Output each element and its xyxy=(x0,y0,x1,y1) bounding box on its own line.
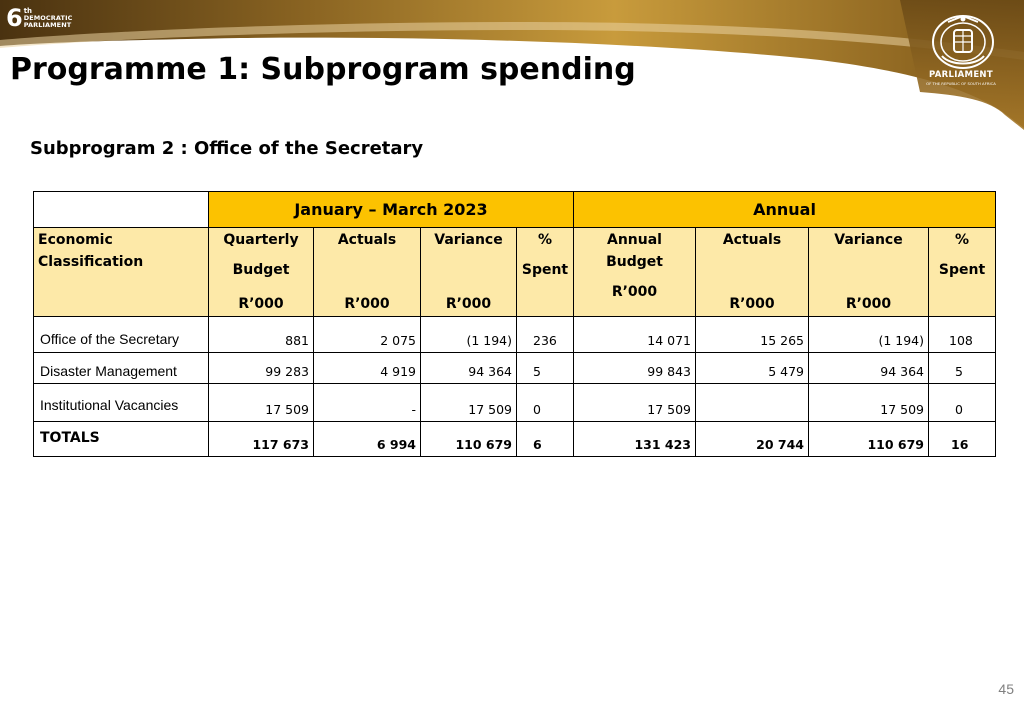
quarterly-pct-line-1: % xyxy=(537,232,553,248)
column-header-annual-budget xyxy=(574,228,696,317)
quarterly-actuals-unit: R’000 xyxy=(344,296,390,312)
parliament-subtext: OF THE REPUBLIC OF SOUTH AFRICA xyxy=(926,81,996,86)
column-header-annual-pct-spent xyxy=(929,228,996,317)
table-row-disaster-management xyxy=(34,353,996,384)
row-label: Office of the Secretary xyxy=(34,317,209,353)
annual-actuals-label: Actuals xyxy=(722,232,782,248)
group-header-annual: Annual xyxy=(574,192,996,228)
total-quarterly-pct-spent: 6 xyxy=(517,422,574,457)
column-header-quarterly-budget xyxy=(209,228,314,317)
annual-pct-line-1: % xyxy=(955,232,970,248)
column-header-quarterly-actuals xyxy=(314,228,421,317)
column-header-annual-variance xyxy=(809,228,929,317)
empty-corner-cell xyxy=(34,192,209,228)
cell-annual-budget: 14 071 xyxy=(574,317,696,353)
logo-line-2: PARLIAMENT xyxy=(23,20,72,29)
total-annual-pct-spent: 16 xyxy=(929,422,996,457)
quarterly-budget-line-1: Quarterly xyxy=(223,232,299,248)
classification-line-1: Economic xyxy=(38,232,113,248)
cell-quarterly-pct-spent: 0 xyxy=(517,384,574,422)
group-header-quarter: January – March 2023 xyxy=(209,192,574,228)
cell-annual-pct-spent: 108 xyxy=(929,317,996,353)
page-title: Programme 1: Subprogram spending xyxy=(10,52,636,87)
row-label: Institutional Vacancies xyxy=(34,384,209,422)
quarterly-variance-label: Variance xyxy=(434,232,503,248)
annual-pct-line-2: Spent xyxy=(938,262,986,278)
total-quarterly-variance: 110 679 xyxy=(421,422,517,457)
cell-quarterly-pct-spent: 236 xyxy=(517,317,574,353)
cell-quarterly-variance: 17 509 xyxy=(421,384,517,422)
cell-annual-variance: 17 509 xyxy=(809,384,929,422)
cell-quarterly-budget: 99 283 xyxy=(209,353,314,384)
cell-annual-actuals: 15 265 xyxy=(696,317,809,353)
table-row-institutional-vacancies xyxy=(34,384,996,422)
cell-annual-pct-spent: 5 xyxy=(929,353,996,384)
democratic-parliament-logo xyxy=(6,4,72,32)
cell-quarterly-variance: (1 194) xyxy=(421,317,517,353)
cell-annual-variance: 94 364 xyxy=(809,353,929,384)
logo-number: 6 xyxy=(6,4,23,32)
table-row-totals xyxy=(34,422,996,457)
cell-annual-budget: 99 843 xyxy=(574,353,696,384)
cell-annual-actuals: 5 479 xyxy=(696,353,809,384)
cell-quarterly-budget: 881 xyxy=(209,317,314,353)
total-quarterly-actuals: 6 994 xyxy=(314,422,421,457)
annual-budget-line-2: Budget xyxy=(606,254,663,270)
section-subtitle: Subprogram 2 : Office of the Secretary xyxy=(30,138,424,159)
cell-quarterly-actuals: 2 075 xyxy=(314,317,421,353)
cell-quarterly-variance: 94 364 xyxy=(421,353,517,384)
annual-budget-unit: R’000 xyxy=(611,284,658,300)
cell-quarterly-budget: 17 509 xyxy=(209,384,314,422)
parliament-crest-icon xyxy=(928,10,998,72)
quarterly-variance-unit: R’000 xyxy=(445,296,492,312)
parliament-name: PARLIAMENT xyxy=(929,70,993,80)
table-column-header-row xyxy=(34,228,996,317)
table-row-office-of-the-secretary xyxy=(34,317,996,353)
page-number: 45 xyxy=(998,681,1014,697)
annual-actuals-unit: R’000 xyxy=(729,296,775,312)
annual-budget-line-1: Annual xyxy=(607,232,662,248)
cell-quarterly-pct-spent: 5 xyxy=(517,353,574,384)
cell-annual-actuals xyxy=(696,384,809,422)
total-quarterly-budget: 117 673 xyxy=(209,422,314,457)
cell-annual-variance: (1 194) xyxy=(809,317,929,353)
totals-label: TOTALS xyxy=(34,422,209,457)
cell-quarterly-actuals: 4 919 xyxy=(314,353,421,384)
cell-annual-pct-spent: 0 xyxy=(929,384,996,422)
total-annual-actuals: 20 744 xyxy=(696,422,809,457)
cell-quarterly-actuals: - xyxy=(314,384,421,422)
total-annual-budget: 131 423 xyxy=(574,422,696,457)
quarterly-budget-unit: R’000 xyxy=(238,296,284,312)
quarterly-budget-line-2: Budget xyxy=(232,262,290,278)
annual-variance-label: Variance xyxy=(834,232,903,248)
quarterly-pct-line-2: Spent xyxy=(521,262,569,278)
column-header-quarterly-variance xyxy=(421,228,517,317)
annual-variance-unit: R’000 xyxy=(845,296,892,312)
quarterly-actuals-label: Actuals xyxy=(337,232,397,248)
table-group-header-row xyxy=(34,192,996,228)
cell-annual-budget: 17 509 xyxy=(574,384,696,422)
spending-table xyxy=(33,191,996,457)
logo-superscript: th xyxy=(23,6,33,15)
logo-line-1: DEMOCRATIC xyxy=(23,13,73,22)
classification-line-2: Classification xyxy=(38,254,144,270)
column-header-quarterly-pct-spent xyxy=(517,228,574,317)
row-label: Disaster Management xyxy=(34,353,209,384)
total-annual-variance: 110 679 xyxy=(809,422,929,457)
column-header-annual-actuals xyxy=(696,228,809,317)
column-header-classification xyxy=(34,228,209,317)
